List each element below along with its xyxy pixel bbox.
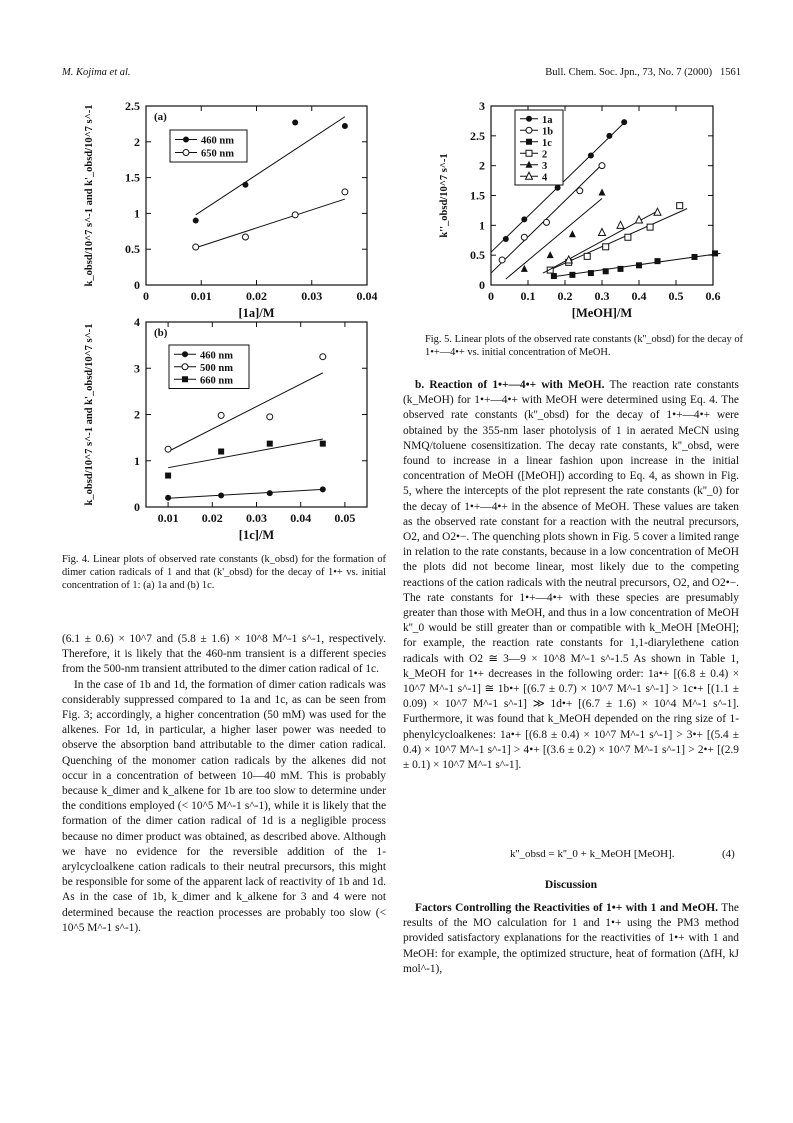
legend-label: 2 bbox=[542, 149, 548, 161]
series-3 bbox=[506, 189, 606, 280]
data-point bbox=[712, 250, 718, 256]
data-point bbox=[242, 234, 248, 240]
legend-marker bbox=[182, 376, 188, 382]
y-tick-label: 3 bbox=[134, 361, 140, 376]
data-point bbox=[292, 212, 298, 218]
discussion-heading: Discussion bbox=[544, 878, 598, 891]
figure-4-caption-text: Linear plots of observed rate constants (k_obsd) for the formation of dimer cation radicals of 1 and that (k'_obsd) for the decay of 1•+ vs. initial concentration of 1: (a) 1a and (b) 1c. bbox=[62, 554, 386, 592]
data-point bbox=[267, 490, 273, 496]
data-point bbox=[603, 244, 609, 250]
x-tick-label: 0.04 bbox=[290, 511, 312, 525]
legend-label: 660 nm bbox=[200, 375, 233, 387]
y-tick-label: 0.5 bbox=[125, 242, 140, 257]
right-column-body bbox=[403, 378, 739, 773]
data-point bbox=[165, 446, 171, 452]
data-point bbox=[617, 221, 624, 228]
data-point bbox=[618, 266, 624, 272]
y-tick-label: 0.5 bbox=[470, 248, 485, 263]
y-axis-label: k_obsd/10^7 s^-1 and k'_obsd/10^7 s^-1 bbox=[84, 323, 95, 506]
fit-line bbox=[168, 439, 323, 468]
legend-label: 1c bbox=[542, 137, 552, 149]
data-point bbox=[654, 208, 661, 215]
data-point bbox=[193, 244, 199, 250]
y-tick-label: 2.5 bbox=[470, 128, 485, 143]
x-tick-label: 0.5 bbox=[668, 289, 684, 303]
data-point bbox=[218, 449, 224, 455]
y-axis-label: k_obsd/10^7 s^-1 and k'_obsd/10^7 s^-1 bbox=[84, 104, 95, 287]
data-point bbox=[569, 230, 576, 237]
legend-marker bbox=[183, 150, 189, 156]
data-point bbox=[621, 119, 627, 125]
figure-5-caption-label: Fig. 5. bbox=[425, 334, 452, 345]
legend-marker bbox=[182, 364, 188, 370]
legend-label: 4 bbox=[542, 172, 548, 184]
legend-marker bbox=[526, 150, 532, 156]
x-tick-label: 0.02 bbox=[201, 511, 223, 525]
x-tick-label: 0.03 bbox=[246, 511, 267, 525]
legend-label: 650 nm bbox=[201, 148, 234, 160]
data-point bbox=[606, 133, 612, 139]
x-tick-label: 0.01 bbox=[190, 289, 212, 303]
legend-label: 3 bbox=[542, 160, 548, 172]
x-tick-label: 0.3 bbox=[594, 289, 610, 303]
data-point bbox=[320, 486, 326, 492]
legend-label: 1b bbox=[542, 126, 554, 138]
data-point bbox=[577, 188, 583, 194]
data-point bbox=[677, 203, 683, 209]
y-tick-label: 1 bbox=[134, 206, 140, 221]
data-point bbox=[647, 224, 653, 230]
y-tick-label: 2.5 bbox=[125, 99, 140, 113]
data-point bbox=[267, 414, 273, 420]
data-point bbox=[521, 216, 527, 222]
x-tick-label: 0.05 bbox=[334, 511, 356, 525]
section-b-title: b. Reaction of 1•+—4•+ with MeOH. bbox=[415, 379, 605, 391]
figure-4b-chart bbox=[72, 312, 392, 552]
data-point bbox=[267, 441, 273, 447]
x-axis-label: [1c]/M bbox=[238, 528, 275, 542]
data-point bbox=[692, 254, 698, 260]
factors-text: The results of the MO calculation for 1 and 1•+ using the PM3 method provided satisfactory explanations for the reactivities of 1•+ with 1 and MeOH: for example, the optimized structure, heat of formation (ΔfH, kJ mol^-1), bbox=[403, 902, 739, 975]
data-point bbox=[603, 268, 609, 274]
figure-5-caption-text: Linear plots of the observed rate constants (k''_obsd) for the decay of 1•+—4•+ vs. initial concentration of MeOH. bbox=[425, 334, 743, 359]
data-point bbox=[499, 257, 505, 263]
x-tick-label: 0 bbox=[143, 289, 149, 303]
series-660-nm bbox=[165, 439, 326, 479]
equation-4: k''_obsd = k''_0 + k_MeOH [MeOH]. bbox=[510, 848, 675, 860]
x-tick-label: 0.01 bbox=[157, 511, 179, 525]
x-axis-label: [MeOH]/M bbox=[571, 306, 633, 320]
data-point bbox=[292, 119, 298, 125]
y-tick-label: 4 bbox=[134, 315, 140, 329]
series-460-nm bbox=[165, 486, 326, 500]
running-head-journal bbox=[545, 67, 741, 78]
x-tick-label: 0.1 bbox=[520, 289, 536, 303]
legend-label: 500 nm bbox=[200, 362, 233, 374]
left-column-body bbox=[62, 632, 386, 936]
y-tick-label: 2 bbox=[134, 134, 140, 149]
figure-4-caption-label: Fig. 4. bbox=[62, 554, 90, 565]
data-point bbox=[165, 473, 171, 479]
data-point bbox=[555, 185, 561, 191]
left-paragraph-1: (6.1 ± 0.6) × 10^7 and (5.8 ± 1.6) × 10^8 M^-1 s^-1, respectively. Therefore, it is likely that the 460-nm transient is a different species from the 500-nm transient attributed to the dimer cation radical of 1c. bbox=[62, 633, 386, 676]
y-tick-label: 0 bbox=[134, 278, 140, 292]
y-tick-label: 1 bbox=[479, 218, 485, 233]
data-point bbox=[625, 234, 631, 240]
x-tick-label: 0 bbox=[488, 289, 494, 303]
x-tick-label: 0.03 bbox=[301, 289, 323, 303]
x-tick-label: 0.2 bbox=[557, 289, 573, 303]
y-tick-label: 2 bbox=[134, 407, 140, 422]
data-point bbox=[165, 495, 171, 501]
legend-marker bbox=[526, 127, 532, 133]
legend-label: 1a bbox=[542, 114, 553, 126]
legend-marker bbox=[183, 137, 189, 143]
series-4 bbox=[547, 208, 662, 271]
data-point bbox=[569, 272, 575, 278]
y-tick-label: 3 bbox=[479, 99, 485, 113]
data-point bbox=[218, 412, 224, 418]
fit-line bbox=[168, 489, 323, 498]
data-point bbox=[584, 253, 590, 259]
panel-label: (b) bbox=[154, 327, 168, 339]
y-tick-label: 0 bbox=[134, 500, 140, 514]
y-tick-label: 1 bbox=[134, 453, 140, 468]
data-point bbox=[599, 189, 606, 196]
y-tick-label: 2 bbox=[479, 158, 485, 173]
section-b-text: The reaction rate constants (k_MeOH) for 1•+—4•+ with MeOH were determined using Eq. 4. The observed rate constants (k''_obsd) for the decay of 1•+—4•+ were obtained by the 355-nm laser photolysis of 1 in aerated MeCN using NMQ/toluene cosensitization. The decay rate constants, k''_obsd, were found to increase in a linear fashion upon increase in the initial concentration of MeOH ([MeOH]) according to Eq. 4, as shown in Fig. 5, where the intercepts of the plot represent the rate constants (k''_0) for the decay of 1•+—4•+ in the absence of MeOH. These values are taken as the observed rate constant for a reaction with the neutral precursors, O2, and O2•−. The quenching plots shown in Fig. 5 cover a limited range in relation to the rate constants, because in a low concentration of MeOH the plots did not become linear, most likely due to the competing reactions of the cation radicals with the neutral precursors, O2, and O2•−. The rate constants for 1•+—4•+ with these species are presumably greater than those with MeOH, and thus in a low concentration of MeOH k''_0 would be still greater than or compatible with k_MeOH [MeOH]; for example, the reaction rate constants for 1,1-diarylethene cation radicals with O2 ≅ 3—9 × 10^8 M^-1 s^-1.5 As shown in Table 1, k_MeOH for 1•+ decreases in the following order: 1a•+ [(6.8 ± 0.4) × 10^7 M^-1 s^-1] ≅ 1b•+ [(6.7 ± 0.7) × 10^7 M^-1 s^-1] > 1c•+ [(1.1 ± 0.09) × 10^7 M^-1 s^-1] ≫ 1d•+ [(6.7 ± 1.6) × 10^4 M^-1 s^-1]. Furthermore, it was found that k_MeOH depended on the ring size of 1-phenylcycloalkenes: 1a•+ [(6.8 ± 0.4) × 10^7 M^-1 s^-1] > 3•+ [(5.4 ± 0.4) × 10^7 M^-1 s^-1] > 4•+ [(3.6 ± 0.2) × 10^7 M^-1 s^-1] > 2•+ [(2.9 ± 0.1) × 10^7 M^-1 s^-1]. bbox=[403, 379, 739, 772]
figure-5-caption bbox=[425, 333, 743, 359]
data-point bbox=[521, 234, 527, 240]
y-tick-label: 0 bbox=[479, 278, 485, 292]
data-point bbox=[588, 153, 594, 159]
legend-marker bbox=[182, 351, 188, 357]
legend-label: 460 nm bbox=[201, 135, 234, 147]
data-point bbox=[547, 251, 554, 258]
running-head-authors: M. Kojima et al. bbox=[62, 67, 131, 78]
legend-marker bbox=[526, 139, 532, 145]
fit-line bbox=[196, 199, 345, 248]
page-number: 1561 bbox=[720, 67, 741, 78]
x-tick-label: 0.04 bbox=[356, 289, 378, 303]
legend-marker bbox=[526, 116, 532, 122]
legend-label: 460 nm bbox=[200, 350, 233, 362]
data-point bbox=[599, 163, 605, 169]
y-tick-label: 1.5 bbox=[125, 170, 140, 185]
x-axis-label: [1a]/M bbox=[238, 306, 275, 320]
data-point bbox=[320, 354, 326, 360]
left-paragraph-2: In the case of 1b and 1d, the formation of dimer cation radicals was considerably suppressed compared to 1a and 1c, as can be seen from Fig. 3; accordingly, a higher concentration (50 mM) was used for the alkenes. For 1d, in particular, a higher laser power was needed to observe the absorption band attributable to the dimer cation radical. Quenching of the monomer cation radicals by the alkenes did not occur in a concentration of between 10—40 mM. This is probably because k_dimer and k_alkene for 1b are too slow to determine under the conditions employed (< 10^5 M^-1 s^-1), while it is likely that the formation of the dimer cation radical of 1d is a negligible process because no dimer product was obtained, as described above. Although we have no evidence for the reversible addition of the 1-arylcycloalkene cation radicals to their neutral precursors, this might be responsible for some of the apparent lack of reactivity of 1b and 1d. As in the case of 1b, k_dimer and k_alkene for 3 and 4 were not determined because the reaction processes are probably too slow (< 10^5 M^-1 s^-1). bbox=[62, 678, 386, 934]
data-point bbox=[242, 182, 248, 188]
x-tick-label: 0.02 bbox=[246, 289, 267, 303]
data-point bbox=[544, 219, 550, 225]
data-point bbox=[218, 492, 224, 498]
x-tick-label: 0.6 bbox=[705, 289, 721, 303]
series-2 bbox=[543, 203, 687, 273]
data-point bbox=[503, 236, 509, 242]
factors-title: Factors Controlling the Reactivities of 1•+ with 1 and MeOH. bbox=[415, 902, 719, 914]
x-tick-label: 0.4 bbox=[631, 289, 647, 303]
series-650-nm bbox=[193, 189, 348, 250]
data-point bbox=[551, 273, 557, 279]
data-point bbox=[599, 228, 606, 235]
legend-box bbox=[515, 110, 563, 185]
discussion-body bbox=[403, 901, 739, 977]
y-tick-label: 1.5 bbox=[470, 188, 485, 203]
data-point bbox=[588, 270, 594, 276]
equation-4-number: (4) bbox=[722, 848, 735, 860]
journal-citation: Bull. Chem. Soc. Jpn., 73, No. 7 (2000) bbox=[545, 67, 713, 78]
data-point bbox=[193, 218, 199, 224]
panel-label: (a) bbox=[154, 111, 167, 123]
data-point bbox=[655, 258, 661, 264]
figure-5-chart bbox=[415, 92, 745, 332]
data-point bbox=[636, 262, 642, 268]
data-point bbox=[320, 441, 326, 447]
y-axis-label: k''_obsd/10^7 s^-1 bbox=[439, 153, 450, 238]
figure-4-caption bbox=[62, 553, 386, 593]
figure-4a-chart bbox=[72, 92, 392, 322]
data-point bbox=[342, 189, 348, 195]
data-point bbox=[342, 123, 348, 129]
